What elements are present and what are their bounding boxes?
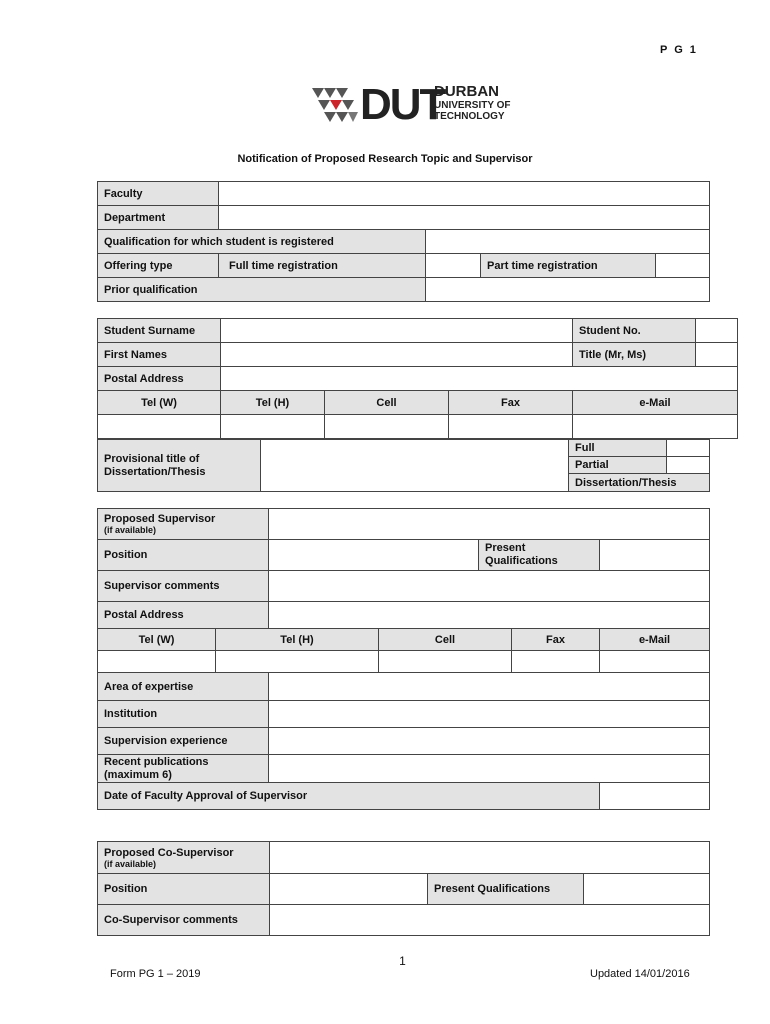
faculty-approval-date-field[interactable] <box>600 783 710 810</box>
sup-tel-h-header: Tel (H) <box>216 629 379 651</box>
prior-qualification-field[interactable] <box>426 278 710 302</box>
prior-qualification-label: Prior qualification <box>98 278 426 302</box>
full-time-label: Full time registration <box>219 254 426 278</box>
sup-cell-field[interactable] <box>379 651 512 673</box>
co-supervisor-comments-field[interactable] <box>270 905 710 936</box>
proposed-supervisor-text: Proposed Supervisor <box>104 513 216 525</box>
co-position-label: Position <box>98 874 270 905</box>
institution-label: Institution <box>98 701 269 728</box>
form-title: Notification of Proposed Research Topic and Supervisor <box>237 153 533 165</box>
area-of-expertise-label: Area of expertise <box>98 673 269 701</box>
supervisor-table <box>97 508 710 810</box>
proposed-co-supervisor-text: Proposed Co-Supervisor <box>104 846 234 859</box>
sup-tel-h-field[interactable] <box>216 651 379 673</box>
first-names-field[interactable] <box>221 343 573 367</box>
co-if-available-note: (if available) <box>104 858 157 869</box>
provisional-title-field[interactable] <box>261 440 569 492</box>
tel-w-header: Tel (W) <box>98 391 221 415</box>
logo-mark: DUT <box>360 80 445 129</box>
page-label: P G 1 <box>660 44 698 56</box>
recent-publications-field[interactable] <box>269 755 710 783</box>
proposed-supervisor-field[interactable] <box>269 509 710 540</box>
supervisor-comments-label: Supervisor comments <box>98 571 269 602</box>
dissertation-label: Dissertation/Thesis <box>569 474 710 492</box>
sup-tel-w-field[interactable] <box>98 651 216 673</box>
present-qualifications-label: Present Qualifications <box>479 540 600 571</box>
position-label: Position <box>98 540 269 571</box>
sup-email-field[interactable] <box>600 651 710 673</box>
if-available-note: (if available) <box>104 525 157 535</box>
co-position-field[interactable] <box>270 874 428 905</box>
department-label: Department <box>98 206 219 230</box>
part-time-checkbox[interactable] <box>656 254 710 278</box>
faculty-field[interactable] <box>219 182 710 206</box>
logo-triangles-icon <box>312 84 360 130</box>
surname-field[interactable] <box>221 319 573 343</box>
supervision-experience-label: Supervision experience <box>98 728 269 755</box>
fax-field[interactable] <box>449 415 573 439</box>
qualification-field[interactable] <box>426 230 710 254</box>
qualification-label: Qualification for which student is registered <box>98 230 426 254</box>
registration-table <box>97 181 710 302</box>
student-table <box>97 318 738 439</box>
department-field[interactable] <box>219 206 710 230</box>
logo-line2: UNIVERSITY OF <box>434 100 511 111</box>
faculty-approval-date-label: Date of Faculty Approval of Supervisor <box>98 783 600 810</box>
part-time-label: Part time registration <box>481 254 656 278</box>
co-present-qualifications-label: Present Qualifications <box>428 874 584 905</box>
logo-line3: TECHNOLOGY <box>434 111 505 122</box>
area-of-expertise-field[interactable] <box>269 673 710 701</box>
tel-h-header: Tel (H) <box>221 391 325 415</box>
student-no-field[interactable] <box>696 319 738 343</box>
updated-date: Updated 14/01/2016 <box>590 968 690 980</box>
institution-field[interactable] <box>269 701 710 728</box>
cell-field[interactable] <box>325 415 449 439</box>
co-supervisor-comments-label: Co-Supervisor comments <box>98 905 270 936</box>
supervisor-comments-field[interactable] <box>269 571 710 602</box>
sup-tel-w-header: Tel (W) <box>98 629 216 651</box>
recent-publications-label: Recent publications (maximum 6) <box>98 755 269 783</box>
present-qualifications-field[interactable] <box>600 540 710 571</box>
full-label: Full <box>569 440 667 457</box>
dut-logo <box>312 82 512 130</box>
co-supervisor-table <box>97 841 710 936</box>
title-label: Title (Mr, Ms) <box>573 343 696 367</box>
student-no-label: Student No. <box>573 319 696 343</box>
surname-label: Student Surname <box>98 319 221 343</box>
supervision-experience-field[interactable] <box>269 728 710 755</box>
offering-type-label: Offering type <box>98 254 219 278</box>
tel-w-field[interactable] <box>98 415 221 439</box>
proposed-supervisor-label <box>98 509 269 540</box>
fax-header: Fax <box>449 391 573 415</box>
logo-line1: DURBAN <box>434 83 499 100</box>
sup-fax-header: Fax <box>512 629 600 651</box>
postal-address-field[interactable] <box>221 367 738 391</box>
partial-label: Partial <box>569 457 667 474</box>
provisional-title-table <box>97 439 710 492</box>
sup-cell-header: Cell <box>379 629 512 651</box>
first-names-label: First Names <box>98 343 221 367</box>
sup-fax-field[interactable] <box>512 651 600 673</box>
cell-header: Cell <box>325 391 449 415</box>
title-field[interactable] <box>696 343 738 367</box>
postal-address-label: Postal Address <box>98 367 221 391</box>
sup-email-header: e-Mail <box>600 629 710 651</box>
email-header: e-Mail <box>573 391 738 415</box>
partial-checkbox[interactable] <box>667 457 710 474</box>
email-field[interactable] <box>573 415 738 439</box>
supervisor-postal-label: Postal Address <box>98 602 269 629</box>
page-number: 1 <box>399 954 406 968</box>
full-checkbox[interactable] <box>667 440 710 457</box>
faculty-label: Faculty <box>98 182 219 206</box>
supervisor-postal-field[interactable] <box>269 602 710 629</box>
proposed-co-supervisor-field[interactable] <box>270 842 710 874</box>
full-time-checkbox[interactable] <box>426 254 481 278</box>
position-field[interactable] <box>269 540 479 571</box>
co-present-qualifications-field[interactable] <box>584 874 710 905</box>
provisional-title-label: Provisional title of Dissertation/Thesis <box>98 440 261 492</box>
form-id: Form PG 1 – 2019 <box>110 968 201 980</box>
proposed-co-supervisor-label <box>98 842 270 874</box>
tel-h-field[interactable] <box>221 415 325 439</box>
